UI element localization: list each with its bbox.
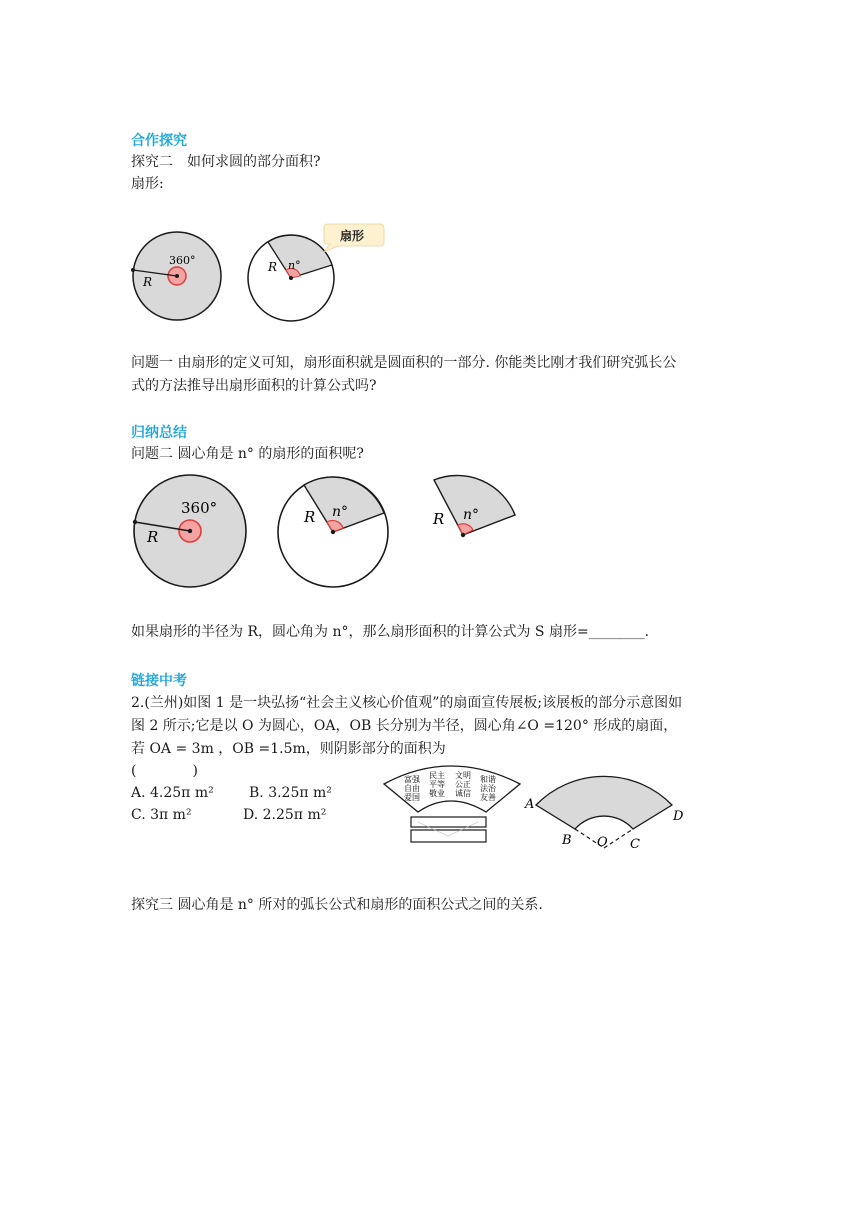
question-one-line1: 问题一 由扇形的定义可知，扇形面积就是圆面积的一部分. 你能类比刚才我们研究弧长公: [131, 355, 677, 371]
figure-large-circles: [128, 472, 528, 592]
standalone-sector: [434, 475, 515, 535]
angle-label-360: 360°: [169, 254, 196, 267]
option-d: D. 2.25π m²: [243, 807, 327, 823]
question-one-line2: 式的方法推导出扇形面积的计算公式吗?: [131, 378, 377, 394]
fan-base-top: [411, 817, 486, 827]
option-c: C. 3π m²: [131, 807, 192, 823]
fan-board-illustration: [382, 762, 522, 846]
point-c-label: C: [630, 837, 640, 852]
point-b-label: B: [562, 833, 572, 848]
sector-area-formula-line: 如果扇形的半径为 R，圆心角为 n°，那么扇形面积的计算公式为 S 扇形=________.: [131, 624, 650, 640]
fan-word: 平等: [429, 780, 445, 789]
point-d-label: D: [673, 809, 684, 824]
large-sector-radius-label: R: [304, 508, 316, 526]
large-angle-label-360: 360°: [181, 499, 218, 517]
fan-word: 民主: [429, 771, 445, 780]
sector-radius-label: R: [268, 260, 278, 274]
callout-label: 扇形: [340, 229, 365, 243]
fan-word: 诚信: [455, 789, 471, 798]
large-radius-label: R: [147, 528, 159, 546]
radius-label: R: [143, 275, 153, 289]
fan-word: 法治: [480, 784, 496, 793]
fan-word: 自由: [404, 784, 420, 793]
standalone-radius-label: R: [433, 510, 445, 528]
explore-three: 探究三 圆心角是 n° 所对的弧长公式和扇形的面积公式之间的关系.: [131, 897, 543, 913]
problem-line3: 若 OA = 3m ，OB =1.5m，则阴影部分的面积为: [131, 741, 446, 757]
fan-word: 富强: [404, 775, 420, 784]
point-a-label: A: [525, 797, 535, 812]
question-two: 问题二 圆心角是 n° 的扇形的面积呢?: [131, 446, 364, 462]
section-heading-cooperation: 合作探究: [131, 133, 187, 149]
annular-sector-figure: [520, 765, 700, 855]
explore-two-title: 探究二 如何求圆的部分面积?: [131, 154, 321, 170]
shaded-annular-sector: [536, 776, 672, 829]
large-sector-angle-label: n°: [332, 504, 349, 520]
fan-word: 和谐: [480, 775, 496, 784]
option-b: B. 3.25π m²: [249, 785, 332, 801]
section-heading-summary: 归纳总结: [131, 425, 187, 441]
fan-word: 文明: [455, 771, 471, 780]
fan-word: 敬业: [429, 789, 445, 798]
standalone-angle-label: n°: [463, 507, 480, 523]
sector-label: 扇形:: [131, 176, 164, 192]
fan-word: 爱国: [404, 793, 420, 802]
point-o-label: O: [597, 835, 608, 850]
section-heading-exam-link: 链接中考: [131, 673, 187, 689]
option-a: A. 4.25π m²: [131, 785, 214, 801]
figure-small-circles: [128, 220, 398, 330]
problem-line1: 2.(兰州)如图 1 是一块弘扬“社会主义核心价值观”的扇面宣传展板;该展板的部分示意图如: [131, 695, 683, 711]
sector-angle-label: n°: [288, 259, 301, 272]
problem-line2: 图 2 所示;它是以 O 为圆心，OA，OB 长分别为半径，圆心角∠O =120° 形成的扇面，: [131, 718, 678, 734]
answer-parentheses: ( ): [131, 763, 198, 779]
fan-word: 公正: [455, 780, 471, 789]
fan-word: 友善: [480, 793, 496, 802]
